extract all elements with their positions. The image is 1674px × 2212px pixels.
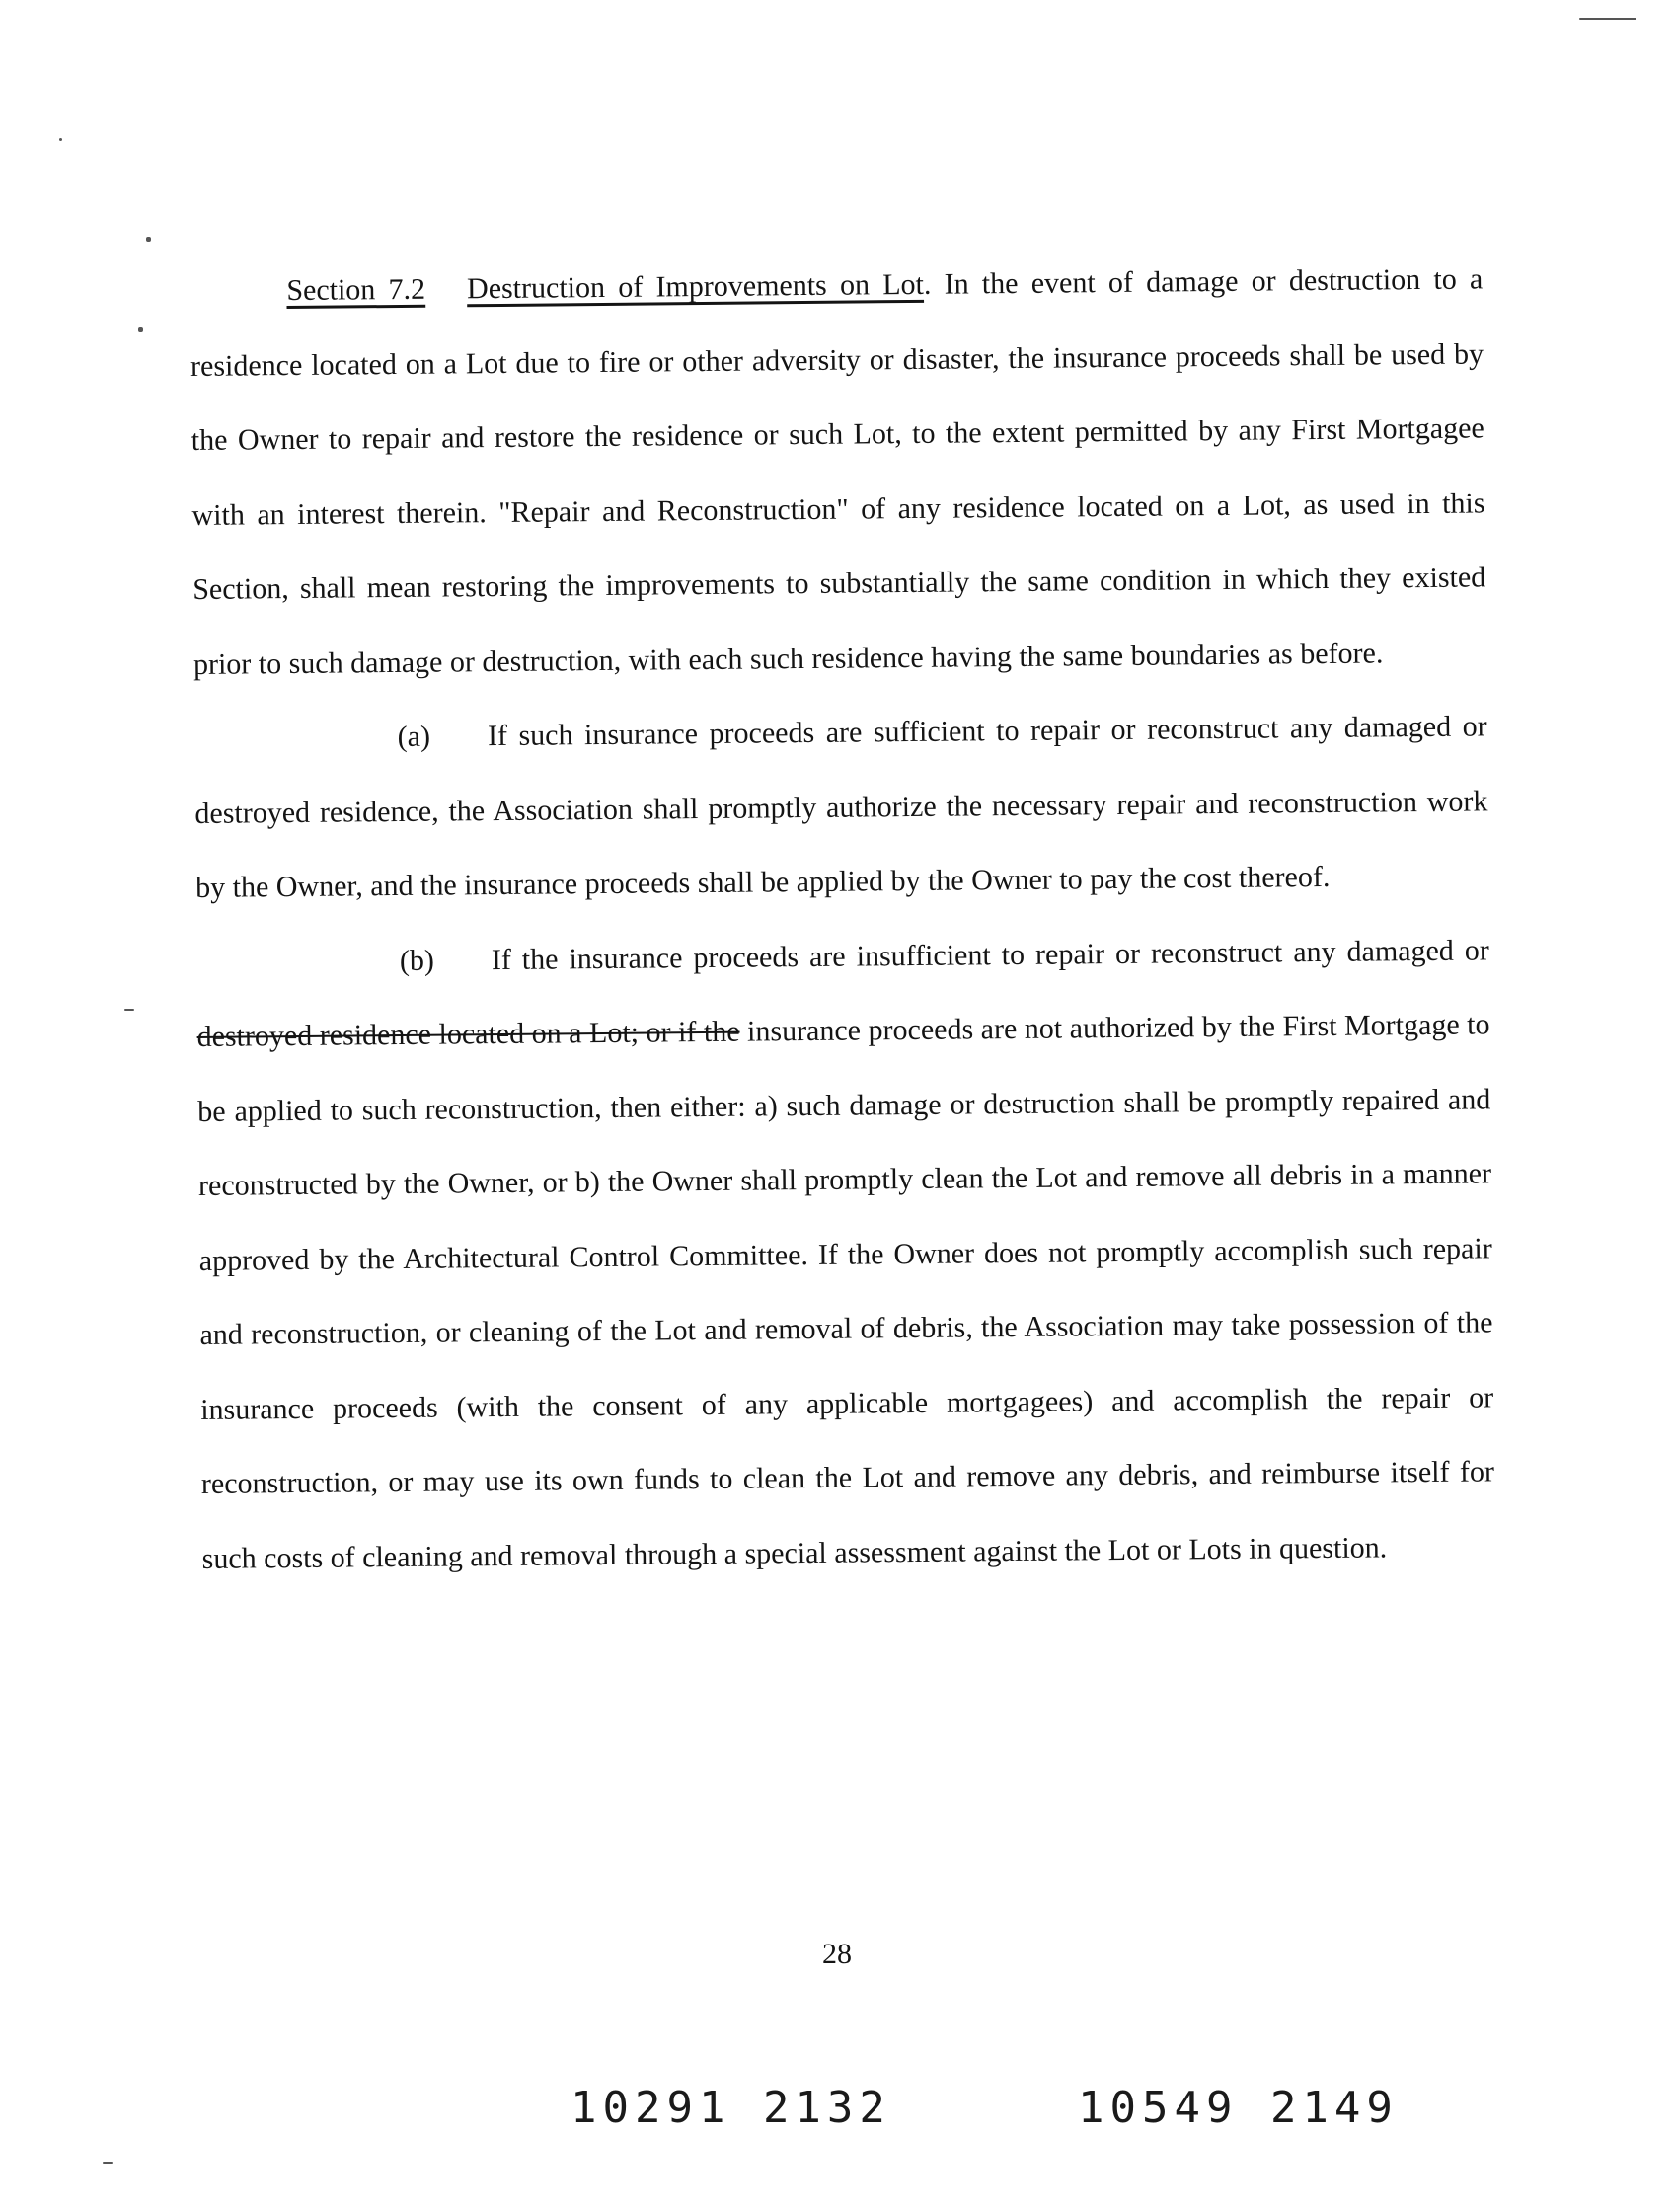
section-title: Destruction of Improvements on Lot xyxy=(466,267,925,306)
scan-mark xyxy=(138,327,143,332)
recording-stamp-left: 10291 2132 xyxy=(571,2083,891,2133)
scan-mark xyxy=(146,237,151,242)
scan-mark xyxy=(59,138,62,141)
scan-mark xyxy=(103,2162,113,2164)
subsection-b xyxy=(196,913,1495,1596)
document-body xyxy=(190,242,1495,1596)
subsection-text-lead: If the insurance proceeds are insufficient to repair or reconstruct any damaged or xyxy=(491,933,1489,976)
subsection-label: (b) xyxy=(399,944,435,977)
subsection-label: (a) xyxy=(397,720,431,753)
subsection-text: If such insurance proceeds are sufficient to repair or reconstruct any damaged or destroyed residence, the Association shall promptly authorize the necessary repair and reconstruction work by the Owner, and the insurance proceeds shall be applied by the Owner to pay the cost thereof. xyxy=(194,710,1488,904)
recording-stamp-right: 10549 2149 xyxy=(1078,2083,1399,2133)
section-paragraph: Section 7.2 Destruction of Improvements on Lot. In the event of damage or destruction to a residence located on a Lot due to fire or other adversity or disaster, the insurance proceeds shall be used by the Owner to repair and restore the residence or such Lot, to the extent permitted by any First Mortgagee with an interest therein. "Repair and Reconstruction" of any residence located on a Lot, as used in this Section, shall mean restoring the improvements to substantially the same condition in which they existed prior to such damage or destruction, with each such residence having the same boundaries as before. xyxy=(190,263,1486,681)
page-number: 28 xyxy=(822,1938,852,1970)
subsection-a xyxy=(193,689,1488,925)
scan-mark xyxy=(1579,18,1636,20)
struck-through-text: destroyed residence located on a Lot; or if the xyxy=(196,1015,740,1053)
section-intro: In the event of damage or destruction to a residence located on a Lot due to fire or other adversity or disaster, the insurance proceeds shall be used by the Owner to repair and restore the residence or such Lot, to the extent permitted by any First Mortgagee with an interest therein. "Repair and Reconstruction" of any residence located on a Lot, as used in this Section, shall mean restoring the improvements to substantially the same condition in which they existed prior to such damage or destruction, with each such residence having the same boundaries as before. xyxy=(190,263,1486,681)
scan-mark xyxy=(124,1009,134,1011)
subsection-text-rest: insurance proceeds are not authorized by the First Mortgage to be applied to such reconstruction, then either: a) such damage or destruction shall be promptly repaired and reconstructed by the Owner, or b) the Owner shall promptly clean the Lot and remove all debris in a manner approved by the Architectural Control Committee. If the Owner does not promptly accomplish such repair and reconstruction, or cleaning of the Lot and removal of debris, the Association may take possession of the insurance proceeds (with the consent of any applicable mortgagees) and accomplish the repair or reconstruction, or may use its own funds to clean the Lot and remove any debris, and reimburse itself for such costs of cleaning and removal through a special assessment against the Lot or Lots in question. xyxy=(197,1008,1495,1575)
section-number: Section 7.2 xyxy=(286,272,426,308)
